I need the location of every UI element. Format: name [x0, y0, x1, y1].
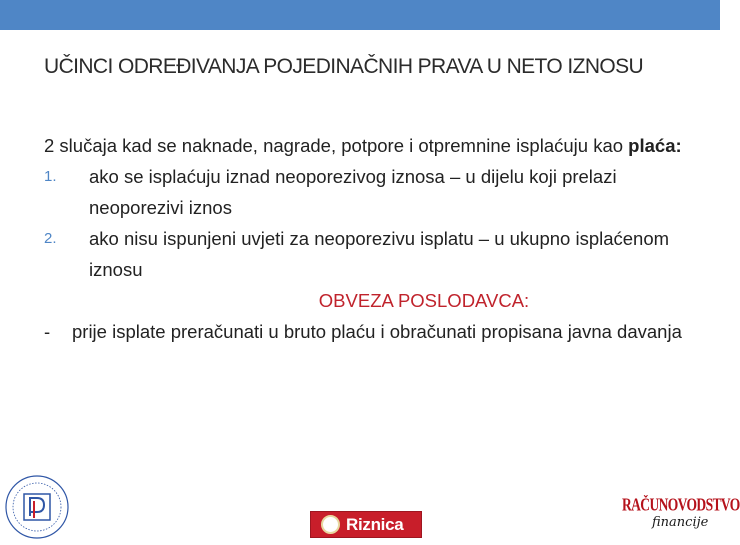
dash-marker: - [44, 321, 51, 342]
riznica-logo-text: Riznica [346, 514, 404, 534]
institution-seal-logo [4, 474, 70, 540]
top-accent-bar [0, 0, 720, 30]
numbered-item-2 [44, 223, 684, 285]
item-text: ako nisu ispunjeni uvjeti za neoporezivu isplatu – u ukupno isplaćenom iznosu [89, 228, 670, 280]
rf-logo-bottom-text: financije [652, 515, 709, 530]
intro-paragraph [44, 130, 684, 161]
item-number: 2. [44, 230, 57, 247]
rf-logo-top-text: RAČUNOVODSTVO [622, 495, 740, 515]
riznica-emblem-icon [321, 515, 340, 534]
intro-text: 2 slučaja kad se naknade, nagrade, potpore i otpremnine isplaćuju kao [44, 135, 629, 156]
riznica-logo [310, 511, 422, 538]
slide-body [44, 130, 684, 347]
item-text: ako se isplaćuju iznad neoporezivog iznosa – u dijelu koji prelazi neoporezivi iznos [89, 166, 617, 218]
obligation-heading: OBVEZA POSLODAVCA: [318, 290, 530, 311]
intro-bold-word: plaća: [628, 135, 682, 156]
dash-item [44, 316, 684, 347]
item-number: 1. [44, 168, 57, 185]
slide-title: UČINCI ODREĐIVANJA POJEDINAČNIH PRAVA U NETO IZNOSU [44, 55, 644, 78]
dash-item-text: prije isplate preračunati u bruto plaću i obračunati propisana javna davanja [72, 321, 682, 342]
racunovodstvo-financije-logo [622, 495, 740, 539]
numbered-item-1 [44, 161, 684, 223]
